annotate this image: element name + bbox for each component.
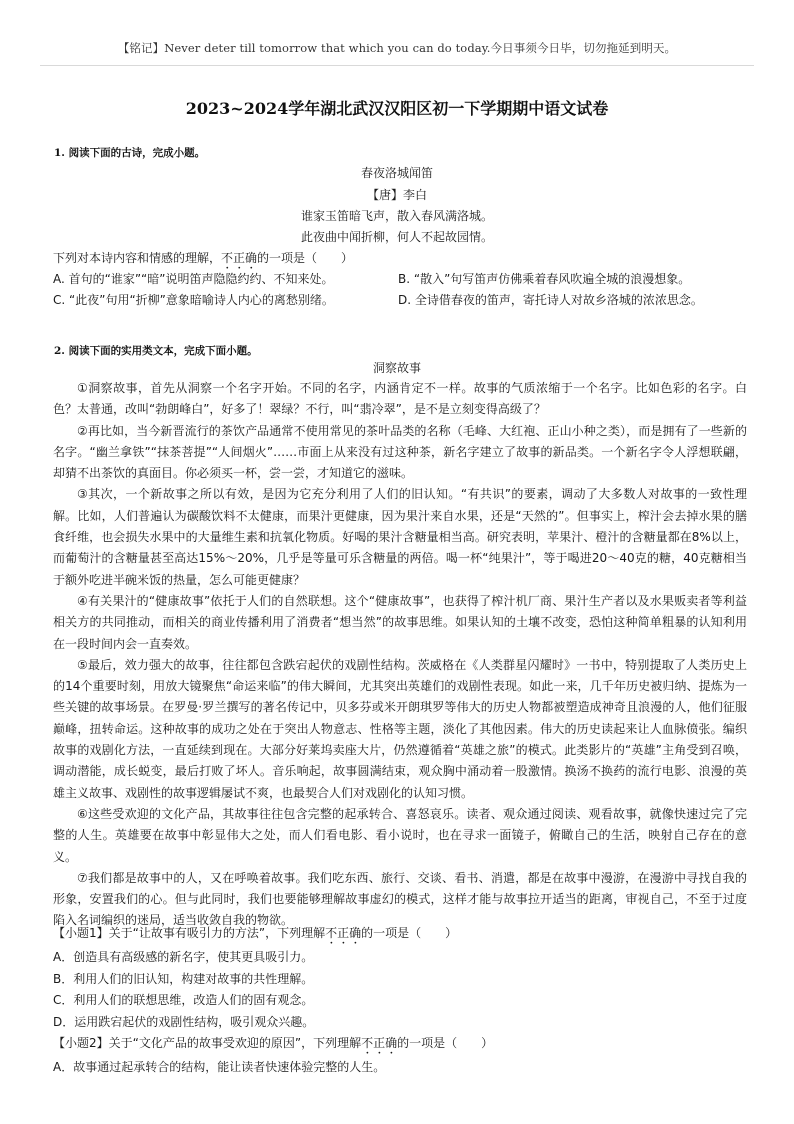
- passage-paragraph-6: ⑥这些受欢迎的文化产品，其故事往往包含完整的起承转合、喜怒哀乐。读者、观众通过阅读、观看故事，就像快速过完了完整的人生。英雄要在故事中彰显伟大之处，而人们看电影、看小说时，也在寻求一面镜子，俯瞰自己的生活，映射自己存在的意义。: [53, 806, 747, 864]
- q1-stem-emphasis: 不正确: [221, 251, 258, 265]
- sub2-stem-tail: 的一项是（ ）: [397, 1036, 494, 1051]
- sub2-stem-text: 【小题2】关于“文化产品的故事受欢迎的原因”，下列理解: [53, 1036, 362, 1051]
- passage-paragraph-7: ⑦我们都是故事中的人，又在呼唤着故事。我们吃东西、旅行、交谈、看书、消遣，都是在故事中漫游，在漫游中寻找自我的形象，安置我们的心。但与此同时，我们也要能够理解故事虚幻的模式，这样才能与故事拉开适当的距离，审视自己，不至于过度陷入名词编织的迷局，适当收敛自我的物欲。: [53, 870, 747, 928]
- passage-paragraph-1: ①洞察故事，首先从洞察一个名字开始。不同的名字，内涵肯定不一样。故事的气质浓缩于一个名字。比如色彩的名字。白色？太普通，改叫“勃朗峰白”，好多了！翠绿？不行，叫“翡冷翠”，是不是立刻变得高级了？: [53, 381, 747, 417]
- passage-paragraph-3: ③其次，一个新故事之所以有效，是因为它充分利用了人们的旧认知。“有共识”的要素，调动了大多数人对故事的一致性理解。比如，人们普遍认为碳酸饮料不太健康，而果汁更健康，因为果汁来自水果，还是“天然的”。但事实上，榨汁会去掉水果的膳食纤维，也会损失水果中的大量维生素和抗氧化物质。好喝的果汁含糖量相当高。研究表明，苹果汁、橙汁的含糖量都在8%以上，而葡萄汁的含糖量甚至高达15%～20%，几乎是等量可乐含糖量的两倍。喝一杯“纯果汁”，等于喝进20～40克的糖，40克糖相当于额外吃进半碗米饭的热量，怎么可能更健康？: [53, 487, 747, 587]
- poem-line-1: 谁家玉笛暗飞声，散入春风满洛城。: [300, 209, 493, 223]
- sub1-option-c[interactable]: C．利用人们的联想思维，改造人们的固有观念。: [53, 993, 314, 1008]
- poem-title: 春夜洛城闻笛: [360, 166, 433, 180]
- q2-heading: 2. 阅读下面的实用类文本，完成下面小题。: [54, 345, 258, 357]
- passage-paragraph-4: ④有关果汁的“健康故事”依托于人们的自然联想。这个“健康故事”，也获得了榨汁机厂商、果汁生产者以及水果贩卖者等利益相关方的共同推动，而相关的商业传播利用了消费者“想当然”的故事思维。如果认知的土壤不改变，恐怕这种简单粗暴的认知利用在一段时间内会一直奏效。: [53, 593, 747, 651]
- passage-paragraph-5: ⑤最后，效力强大的故事，往往都包含跌宕起伏的戏剧性结构。茨威格在《人类群星闪耀时》一书中，特别提取了人类历史上的14个重要时刻，用放大镜聚焦“命运来临”的伟大瞬间，尤其突出英雄们的戏剧性表现。如此一来，几千年历史被归纳、提炼为一些关键的故事场景。在罗曼·罗兰撰写的著名传记中，贝多芬或米开朗琪罗等伟大的历史人物都被塑造成神奇且浪漫的人，他们征服巅峰，扭转命运。这种故事的成功之处在于突出人物意志、性格等主题，淡化了其他因素。伟大的历史读起来让人血脉偾张。编织故事的戏剧化方法，一直延续到现在。大部分好莱坞卖座大片，仍然遵循着“英雄之旅”的模式。此类影片的“英雄”主角受到召唤，调动潜能，成长蜕变，最后打败了坏人。音乐响起，故事圆满结束，观众胸中涌动着一股激情。换汤不换药的流行电影、浪漫的英雄主义故事、戏剧性的故事逻辑屡试不爽，也最契合人们对戏剧化的认知习惯。: [53, 657, 747, 800]
- q1-stem: [53, 249, 353, 272]
- q1-option-b[interactable]: B. “散入”句写笛声仿佛乘着春风吹遍全城的浪漫想象。: [398, 272, 691, 286]
- sub1-stem-text: 【小题1】关于“让故事有吸引力的方法”，下列理解: [53, 926, 326, 940]
- sub1-stem: [53, 923, 747, 947]
- q1-stem-text: 下列对本诗内容和情感的理解，: [53, 251, 222, 265]
- q1-option-a[interactable]: A. 首句的“谁家”“暗”说明笛声隐隐约约、不知来处。: [53, 272, 334, 286]
- q1-heading: 1. 阅读下面的古诗，完成小题。: [54, 147, 206, 159]
- sub1-stem-emphasis: 不正确: [325, 926, 362, 940]
- sub1-stem-tail: 的一项是（ ）: [361, 926, 458, 940]
- sub2-option-a[interactable]: A．故事通过起承转合的结构，能让读者快速体验完整的人生。: [53, 1060, 386, 1075]
- passage-body: [53, 378, 747, 932]
- poem-author: 【唐】李白: [366, 188, 427, 202]
- q1-option-d[interactable]: D. 全诗借春夜的笛声，寄托诗人对故乡洛城的浓浓思念。: [398, 293, 703, 307]
- passage-title: 洞察故事: [372, 361, 421, 375]
- sub1-option-a[interactable]: A．创造具有高级感的新名字，使其更具吸引力。: [53, 950, 314, 964]
- sub1-option-d[interactable]: D．运用跌宕起伏的戏剧性结构，吸引观众兴趣。: [53, 1014, 315, 1029]
- q1-option-c[interactable]: C. “此夜”句用“折柳”意象暗喻诗人内心的离愁别绪。: [53, 293, 334, 307]
- sub1-option-b[interactable]: B．利用人们的旧认知，构建对故事的共性理解。: [53, 971, 314, 986]
- passage-paragraph-2: ②再比如，当今新晋流行的茶饮产品通常不使用常见的茶叶品类的名称（毛峰、大红袍、正山小种之类），而是拥有了一些新的名字。“幽兰拿铁”“抹茶菩提”“人间烟火”……市面上从来没有过这种茶，新名字建立了故事的新品类。一个新名字令人浮想联翩，却猜不出茶饮的真面目。你必须买一杯，尝一尝，才知道它的滋味。: [53, 423, 747, 481]
- header-divider: [40, 65, 754, 66]
- header-motto: 【铭记】Never deter till tomorrow that which you can do today.今日事须今日毕，切勿拖延到明天。: [117, 41, 677, 55]
- poem-line-2: 此夜曲中闻折柳，何人不起故园情。: [300, 230, 493, 244]
- sub2-stem: [53, 1033, 747, 1057]
- sub2-stem-emphasis: 不正确: [361, 1036, 398, 1051]
- exam-title: 2023~2024学年湖北武汉汉阳区初一下学期期中语文试卷: [185, 99, 609, 118]
- q1-stem-tail: 的一项是（ ）: [257, 251, 354, 265]
- sub-questions: [53, 923, 747, 1079]
